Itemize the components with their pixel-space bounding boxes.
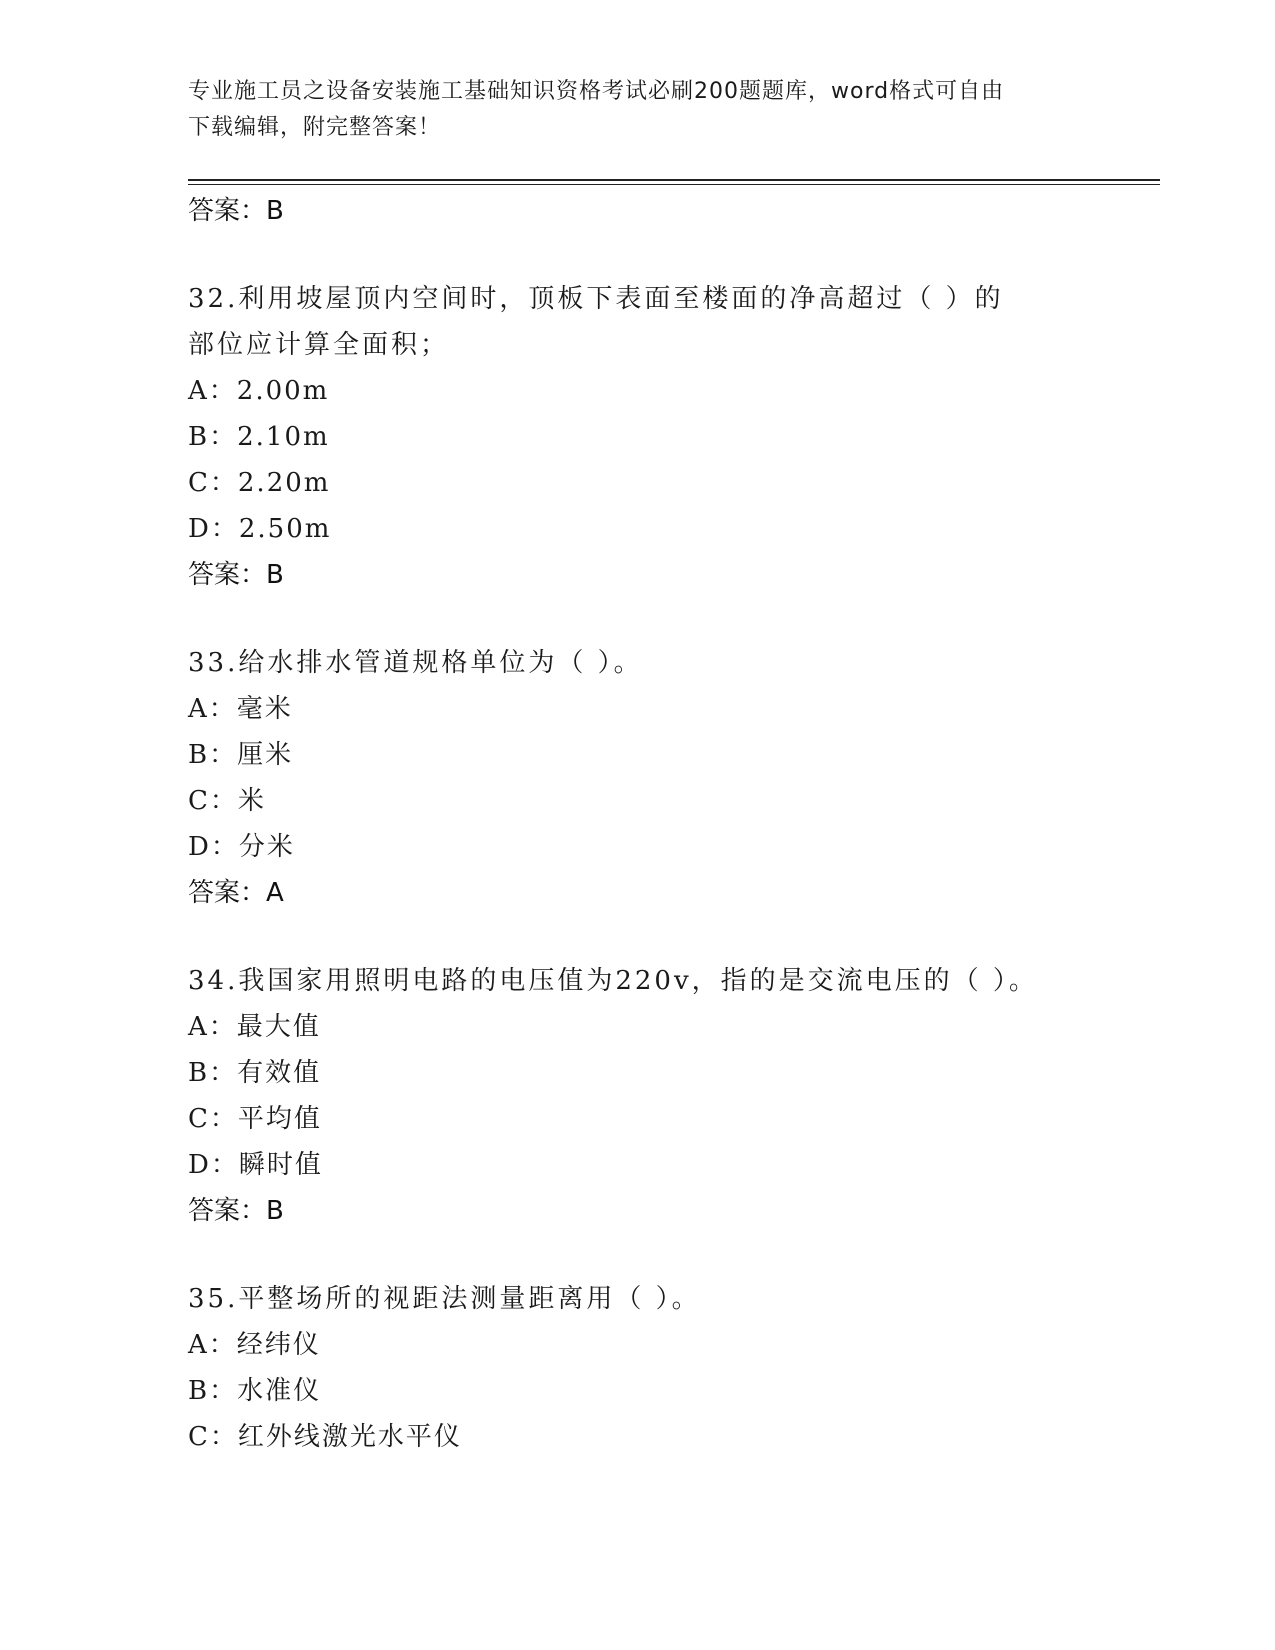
option-b: B：水准仪 — [188, 1376, 322, 1406]
question-stem: 32.利用坡屋顶内空间时，顶板下表面至楼面的净高超过（ ）的部位应计算全面积； — [188, 284, 1004, 360]
question-stem: 33.给水排水管道规格单位为（ ）。 — [188, 648, 643, 678]
header-divider-thin — [188, 184, 1160, 185]
header-divider-thick — [188, 179, 1160, 181]
question-35 — [188, 1276, 1088, 1460]
spacer — [188, 916, 1088, 958]
document-header — [188, 74, 1088, 146]
answer: 答案：A — [188, 878, 284, 908]
question-34 — [188, 958, 1088, 1234]
option-b: B：2.10m — [188, 422, 330, 452]
question-32 — [188, 276, 1088, 598]
header-line-1: 专业施工员之设备安装施工基础知识资格考试必刷200题题库，word格式可自由 — [188, 79, 1005, 104]
option-b: B：厘米 — [188, 740, 294, 770]
option-c: C：平均值 — [188, 1104, 322, 1134]
previous-answer: 答案：B — [188, 196, 284, 226]
option-c: C：2.20m — [188, 468, 331, 498]
question-stem: 35.平整场所的视距法测量距离用（ ）。 — [188, 1284, 701, 1314]
answer: 答案：B — [188, 1196, 284, 1226]
spacer — [188, 1234, 1088, 1276]
option-d: D：分米 — [188, 832, 295, 862]
question-stem: 34.我国家用照明电路的电压值为220v，指的是交流电压的（ ）。 — [188, 966, 1038, 996]
spacer — [188, 598, 1088, 640]
question-33 — [188, 640, 1088, 916]
question-list — [188, 188, 1088, 1460]
spacer — [188, 234, 1088, 276]
option-d: D：瞬时值 — [188, 1150, 323, 1180]
option-c: C：米 — [188, 786, 266, 816]
option-a: A：2.00m — [188, 376, 330, 406]
answer: 答案：B — [188, 560, 284, 590]
option-b: B：有效值 — [188, 1058, 322, 1088]
option-a: A：毫米 — [188, 694, 293, 724]
option-d: D：2.50m — [188, 514, 332, 544]
option-c: C：红外线激光水平仪 — [188, 1422, 462, 1452]
option-a: A：最大值 — [188, 1012, 321, 1042]
header-line-2: 下载编辑，附完整答案！ — [188, 115, 442, 140]
option-a: A：经纬仪 — [188, 1330, 321, 1360]
